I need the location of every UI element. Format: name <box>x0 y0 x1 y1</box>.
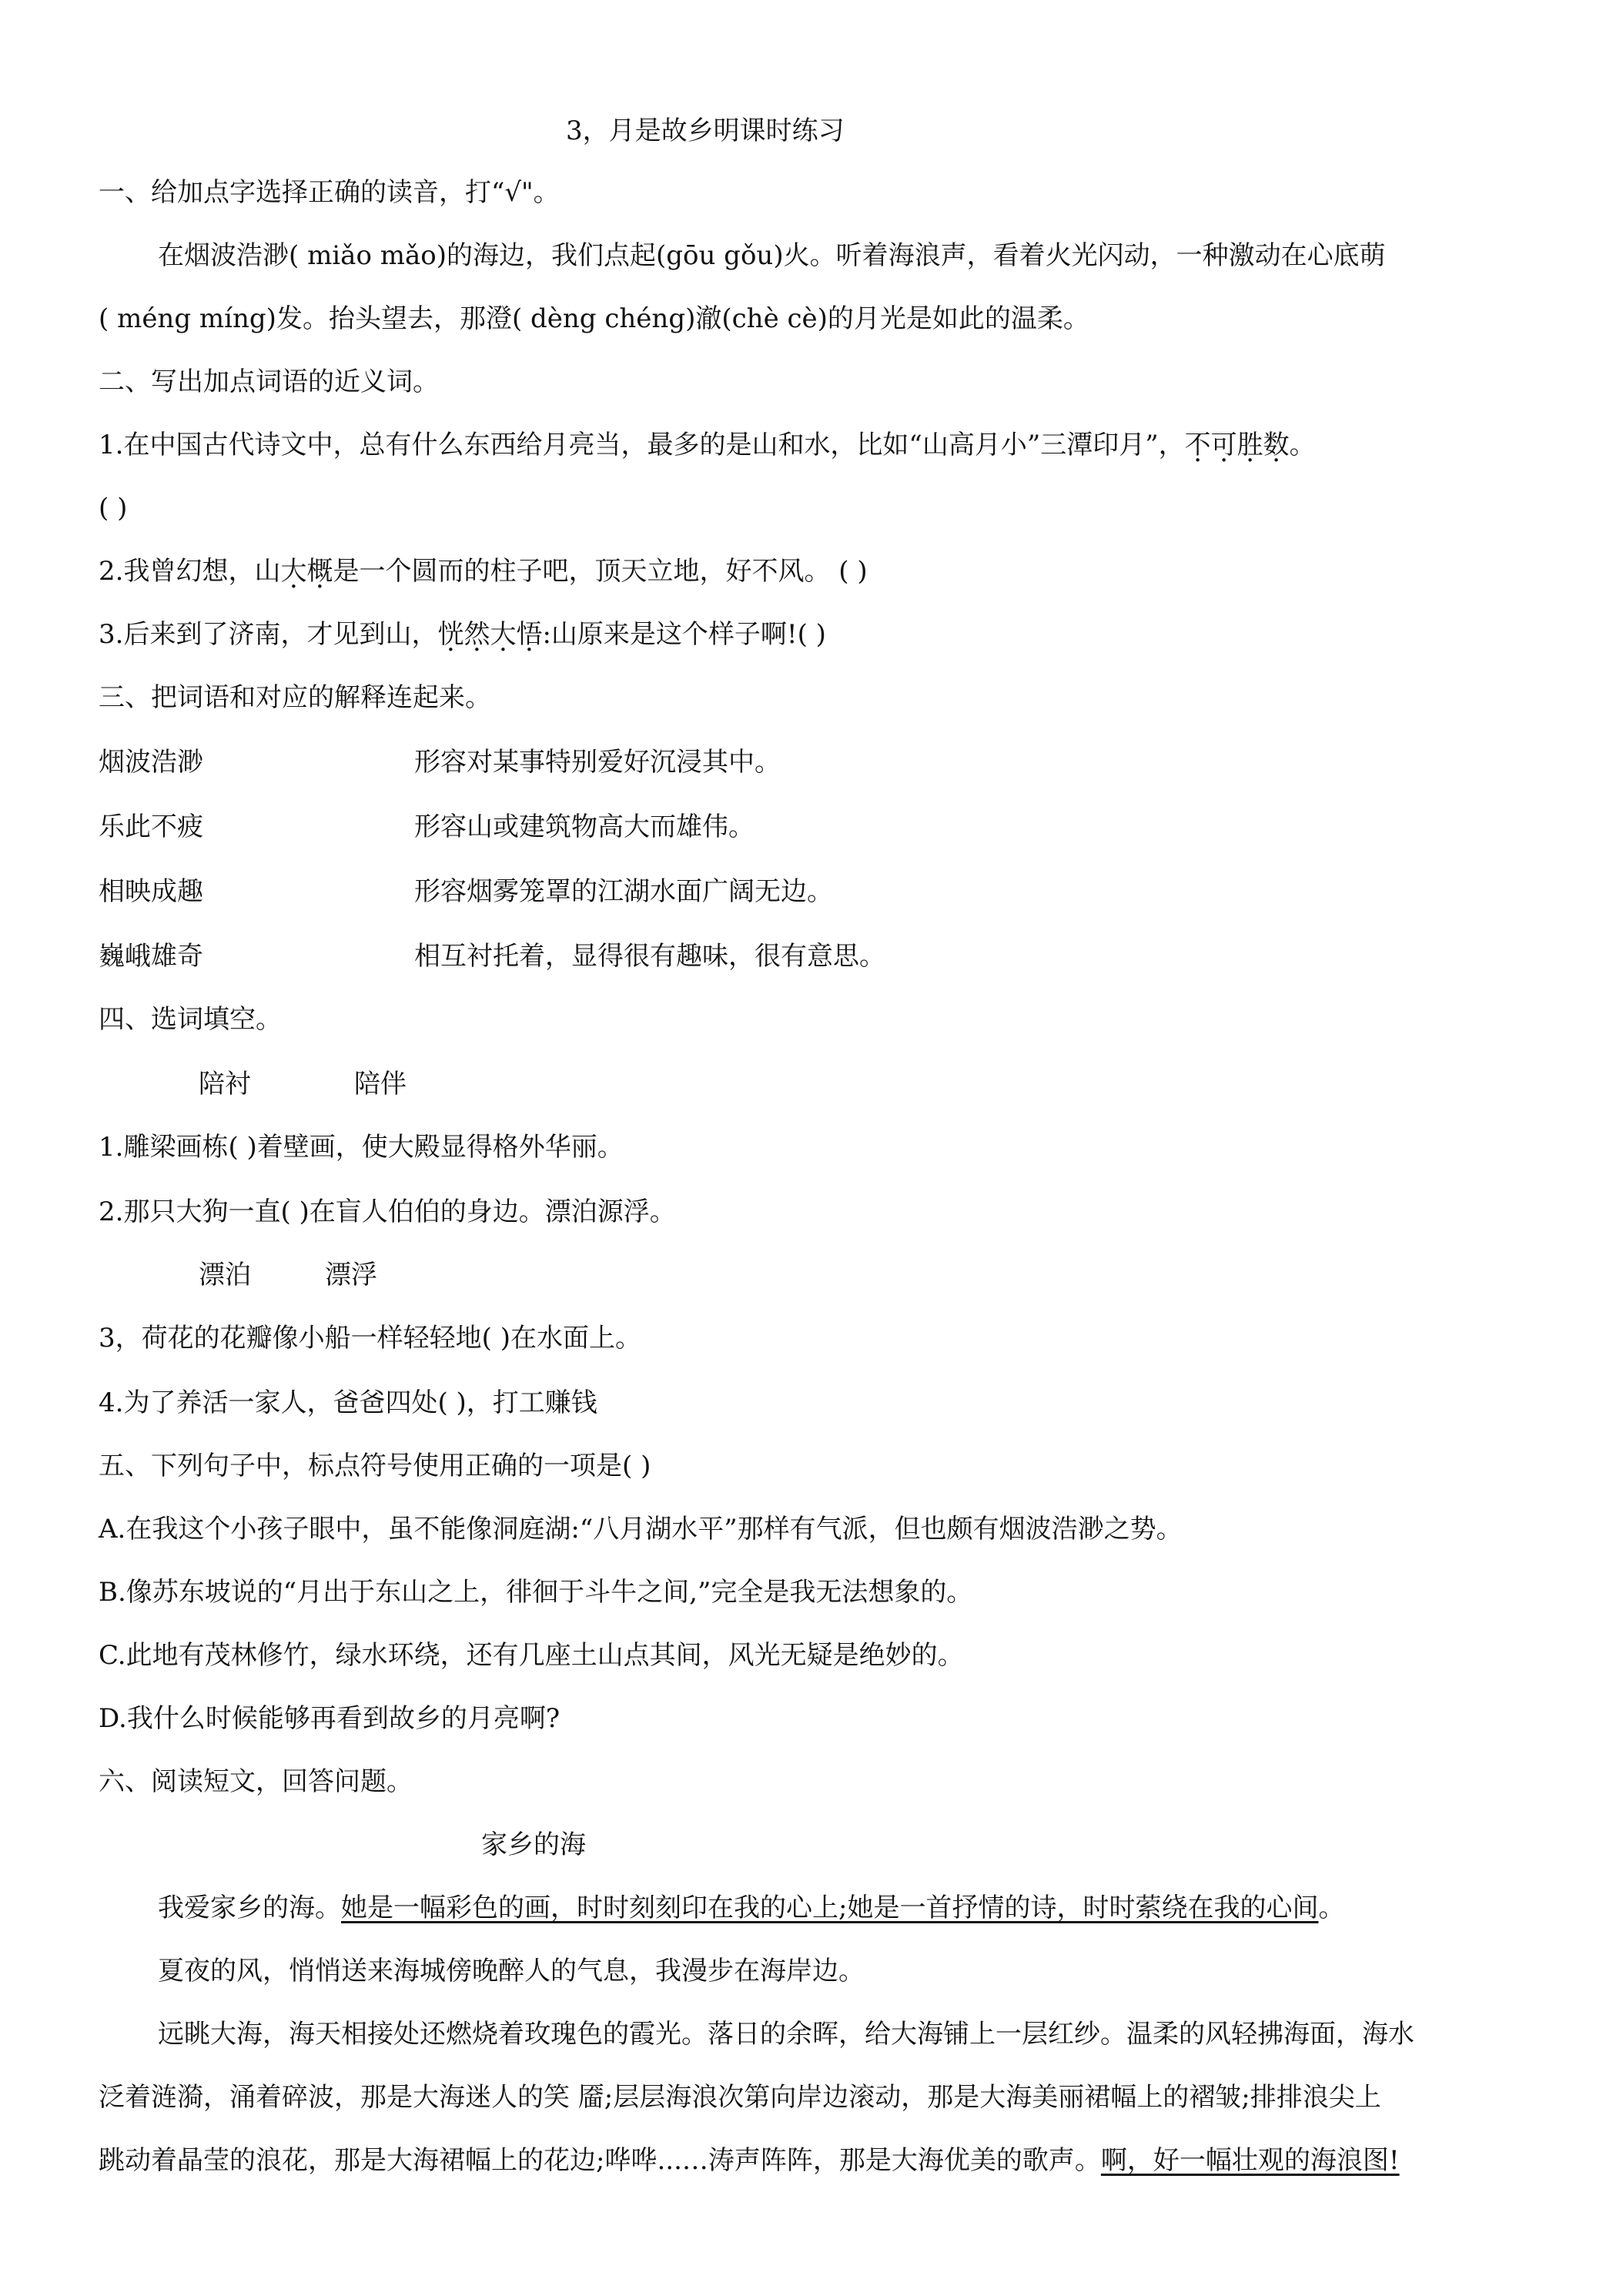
question-1-dotted-word: 不可胜数 <box>1184 430 1290 460</box>
question-3-dotted-word: 恍然大悟 <box>437 619 543 650</box>
page-title: 3，月是故乡明课时练习 <box>566 115 845 146</box>
question-2-prefix: 2.我曾幻想，山 <box>99 556 281 587</box>
paragraph-3-underlined: 啊，好一幅壮观的海浪图! <box>1100 2145 1400 2176</box>
paragraph-3-line-3-text: 跳动着晶莹的浪花，那是大海裙幅上的花边;哗哗...…涛声阵阵，那是大海优美的歌声。 <box>99 2145 1101 2176</box>
paragraph-1-underlined: 她是一幅彩色的画，时时刻刻印在我的心上;她是一首抒情的诗，时时萦绕在我的心间 <box>341 1893 1319 1923</box>
match-meaning-2: 形容山或建筑物高大而雄伟。 <box>414 812 755 842</box>
section-1-paragraph-line-2: ( méng míng)发。抬头望去，那澄( dèng chéng)澈(chè cè)的月光是如此的温柔。 <box>99 303 1089 334</box>
match-word-1: 烟波浩渺 <box>99 747 203 778</box>
passage-paragraph-1 <box>158 1891 1344 1925</box>
paragraph-1-end: 。 <box>1318 1893 1345 1923</box>
section-2-answer-blank-1: ( ) <box>99 493 128 524</box>
section-2-question-2 <box>99 554 868 588</box>
match-meaning-4: 相互衬托着，显得很有趣味，很有意思。 <box>414 941 885 972</box>
question-3-suffix: :山原来是这个样子啊!( ) <box>542 619 826 650</box>
section-4-question-4: 4.为了养活一家人，爸爸四处( )，打工赚钱 <box>99 1387 597 1418</box>
section-2-heading: 二、写出加点词语的近义词。 <box>99 366 439 397</box>
choice-word-1: 陪衬 <box>199 1069 251 1099</box>
section-4-question-3: 3，荷花的花瓣像小船一样轻轻地( )在水面上。 <box>99 1323 641 1354</box>
paragraph-1-intro: 我爱家乡的海。 <box>158 1893 341 1923</box>
passage-paragraph-2: 夏夜的风，悄悄送来海城傍晚醉人的气息，我漫步在海岸边。 <box>158 1956 865 1986</box>
question-1-end: 。 <box>1289 430 1316 460</box>
question-2-suffix: 是一个圆而的柱子吧，顶天立地，好不风。 ( ) <box>333 556 868 587</box>
passage-paragraph-3-line-3 <box>99 2144 1400 2177</box>
section-5-heading: 五、下列句子中，标点符号使用正确的一项是( ) <box>99 1451 651 1481</box>
section-4-question-1: 1.雕梁画栋( )着壁画，使大殿显得格外华丽。 <box>99 1132 624 1163</box>
section-1-paragraph-line-1: 在烟波浩渺( miǎo mǎo)的海边，我们点起(gōu gǒu)火。听着海浪声，看着火光闪动，一种激动在心底萌 <box>158 240 1386 271</box>
question-2-dotted-word: 大概 <box>280 556 333 587</box>
section-4-question-2: 2.那只大狗一直( )在盲人伯伯的身边。漂泊源浮。 <box>99 1197 676 1227</box>
passage-paragraph-3-line-1: 远眺大海，海天相接处还燃烧着玫瑰色的霞光。落日的余晖，给大海铺上一层红纱。温柔的风轻拂海面，海水 <box>158 2019 1414 2050</box>
match-word-3: 相映成趣 <box>99 876 203 907</box>
match-meaning-3: 形容烟雾笼罩的江湖水面广阔无边。 <box>414 876 833 907</box>
choice-word-3: 漂泊 <box>199 1260 251 1290</box>
option-c: C.此地有茂林修竹，绿水环绕，还有几座土山点其间，风光无疑是绝妙的。 <box>99 1640 964 1671</box>
option-d: D.我什么时候能够再看到故乡的月亮啊? <box>99 1703 561 1734</box>
passage-title: 家乡的海 <box>481 1829 586 1860</box>
passage-paragraph-3-line-2: 泛着涟漪，涌着碎波，那是大海迷人的笑 靥;层层海浪次第向岸边滚动，那是大海美丽裙幅上的褶皱;排排浪尖上 <box>99 2082 1381 2113</box>
section-6-heading: 六、阅读短文，回答问题。 <box>99 1766 413 1797</box>
choice-word-2: 陪伴 <box>354 1069 407 1099</box>
section-2-question-3 <box>99 618 826 651</box>
section-3-heading: 三、把词语和对应的解释连起来。 <box>99 682 491 713</box>
question-1-text: 1.在中国古代诗文中，总有什么东西给月亮当，最多的是山和水，比如“山高月小”三潭印月”， <box>99 430 1185 460</box>
section-4-heading: 四、选词填空。 <box>99 1004 282 1035</box>
section-1-heading: 一、给加点字选择正确的读音，打“√"。 <box>99 177 560 208</box>
match-meaning-1: 形容对某事特别爱好沉浸其中。 <box>414 747 781 778</box>
match-word-2: 乐此不疲 <box>99 812 203 842</box>
option-b: B.像苏东坡说的“月出于东山之上，徘徊于斗牛之间,”完全是我无法想象的。 <box>99 1577 973 1608</box>
match-word-4: 巍峨雄奇 <box>99 941 203 972</box>
section-2-question-1 <box>99 428 1316 462</box>
question-3-prefix: 3.后来到了济南，才见到山， <box>99 619 438 650</box>
option-a: A.在我这个小孩子眼中，虽不能像洞庭湖:“八月湖水平”那样有气派，但也颇有烟波浩渺之势。 <box>99 1514 1183 1545</box>
choice-word-4: 漂浮 <box>325 1260 377 1290</box>
